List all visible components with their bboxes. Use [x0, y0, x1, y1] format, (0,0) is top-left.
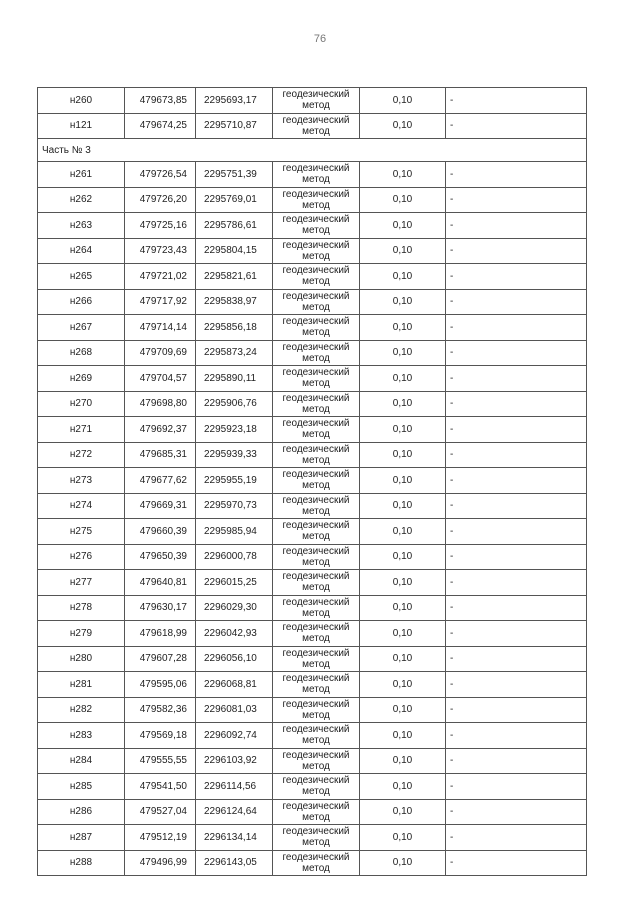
accuracy-cell: 0,10 [360, 162, 446, 188]
y-coordinate-cell: 2295970,73 [196, 493, 273, 519]
note-cell: - [446, 162, 587, 188]
point-name-cell: н285 [38, 774, 125, 800]
y-coordinate-cell: 2295710,87 [196, 113, 273, 139]
coordinates-table [37, 87, 587, 876]
note-cell: - [446, 697, 587, 723]
point-name-cell: н286 [38, 799, 125, 825]
table-row [38, 238, 587, 264]
table-row [38, 519, 587, 545]
accuracy-cell: 0,10 [360, 238, 446, 264]
point-name-cell: н283 [38, 723, 125, 749]
accuracy-cell: 0,10 [360, 442, 446, 468]
point-name-cell: н287 [38, 825, 125, 851]
x-coordinate-cell: 479709,69 [125, 340, 196, 366]
method-cell: геодезический метод [273, 213, 360, 239]
y-coordinate-cell: 2296000,78 [196, 544, 273, 570]
section-header-row [38, 139, 587, 162]
x-coordinate-cell: 479582,36 [125, 697, 196, 723]
point-name-cell: н274 [38, 493, 125, 519]
point-name-cell: н263 [38, 213, 125, 239]
accuracy-cell: 0,10 [360, 774, 446, 800]
accuracy-cell: 0,10 [360, 468, 446, 494]
point-name-cell: н277 [38, 570, 125, 596]
x-coordinate-cell: 479714,14 [125, 315, 196, 341]
y-coordinate-cell: 2296029,30 [196, 595, 273, 621]
x-coordinate-cell: 479512,19 [125, 825, 196, 851]
note-cell: - [446, 850, 587, 876]
note-cell: - [446, 238, 587, 264]
accuracy-cell: 0,10 [360, 493, 446, 519]
point-name-cell: н264 [38, 238, 125, 264]
note-cell: - [446, 621, 587, 647]
table-row [38, 187, 587, 213]
accuracy-cell: 0,10 [360, 723, 446, 749]
point-name-cell: н275 [38, 519, 125, 545]
table-row [38, 417, 587, 443]
method-cell: геодезический метод [273, 595, 360, 621]
y-coordinate-cell: 2296143,05 [196, 850, 273, 876]
y-coordinate-cell: 2296056,10 [196, 646, 273, 672]
point-name-cell: н273 [38, 468, 125, 494]
note-cell: - [446, 672, 587, 698]
y-coordinate-cell: 2296015,25 [196, 570, 273, 596]
x-coordinate-cell: 479660,39 [125, 519, 196, 545]
note-cell: - [446, 799, 587, 825]
x-coordinate-cell: 479527,04 [125, 799, 196, 825]
note-cell: - [446, 595, 587, 621]
note-cell: - [446, 340, 587, 366]
x-coordinate-cell: 479674,25 [125, 113, 196, 139]
note-cell: - [446, 442, 587, 468]
point-name-cell: н121 [38, 113, 125, 139]
accuracy-cell: 0,10 [360, 213, 446, 239]
method-cell: геодезический метод [273, 442, 360, 468]
note-cell: - [446, 315, 587, 341]
y-coordinate-cell: 2296134,14 [196, 825, 273, 851]
x-coordinate-cell: 479723,43 [125, 238, 196, 264]
x-coordinate-cell: 479698,80 [125, 391, 196, 417]
y-coordinate-cell: 2296092,74 [196, 723, 273, 749]
table-row [38, 88, 587, 114]
point-name-cell: н276 [38, 544, 125, 570]
x-coordinate-cell: 479677,62 [125, 468, 196, 494]
table-row [38, 748, 587, 774]
page-number: 76 [313, 33, 327, 45]
method-cell: геодезический метод [273, 264, 360, 290]
accuracy-cell: 0,10 [360, 113, 446, 139]
note-cell: - [446, 88, 587, 114]
point-name-cell: н282 [38, 697, 125, 723]
accuracy-cell: 0,10 [360, 825, 446, 851]
method-cell: геодезический метод [273, 468, 360, 494]
y-coordinate-cell: 2295856,18 [196, 315, 273, 341]
point-name-cell: н271 [38, 417, 125, 443]
method-cell: геодезический метод [273, 187, 360, 213]
method-cell: геодезический метод [273, 113, 360, 139]
x-coordinate-cell: 479541,50 [125, 774, 196, 800]
y-coordinate-cell: 2295873,24 [196, 340, 273, 366]
y-coordinate-cell: 2295838,97 [196, 289, 273, 315]
x-coordinate-cell: 479607,28 [125, 646, 196, 672]
note-cell: - [446, 774, 587, 800]
table-row [38, 289, 587, 315]
x-coordinate-cell: 479630,17 [125, 595, 196, 621]
note-cell: - [446, 825, 587, 851]
y-coordinate-cell: 2295939,33 [196, 442, 273, 468]
table-row [38, 723, 587, 749]
y-coordinate-cell: 2295769,01 [196, 187, 273, 213]
table-row [38, 162, 587, 188]
table-row [38, 493, 587, 519]
table-row [38, 697, 587, 723]
y-coordinate-cell: 2295804,15 [196, 238, 273, 264]
point-name-cell: н279 [38, 621, 125, 647]
accuracy-cell: 0,10 [360, 621, 446, 647]
x-coordinate-cell: 479717,92 [125, 289, 196, 315]
method-cell: геодезический метод [273, 774, 360, 800]
point-name-cell: н278 [38, 595, 125, 621]
table-row [38, 850, 587, 876]
point-name-cell: н260 [38, 88, 125, 114]
y-coordinate-cell: 2296114,56 [196, 774, 273, 800]
method-cell: геодезический метод [273, 289, 360, 315]
table-row [38, 825, 587, 851]
method-cell: геодезический метод [273, 391, 360, 417]
note-cell: - [446, 213, 587, 239]
section-title: Часть № 3 [38, 139, 587, 162]
accuracy-cell: 0,10 [360, 417, 446, 443]
point-name-cell: н269 [38, 366, 125, 392]
x-coordinate-cell: 479726,54 [125, 162, 196, 188]
accuracy-cell: 0,10 [360, 315, 446, 341]
table-row [38, 391, 587, 417]
x-coordinate-cell: 479673,85 [125, 88, 196, 114]
accuracy-cell: 0,10 [360, 340, 446, 366]
note-cell: - [446, 417, 587, 443]
method-cell: геодезический метод [273, 88, 360, 114]
method-cell: геодезический метод [273, 621, 360, 647]
y-coordinate-cell: 2295751,39 [196, 162, 273, 188]
method-cell: геодезический метод [273, 850, 360, 876]
x-coordinate-cell: 479496,99 [125, 850, 196, 876]
method-cell: геодезический метод [273, 570, 360, 596]
method-cell: геодезический метод [273, 672, 360, 698]
accuracy-cell: 0,10 [360, 595, 446, 621]
x-coordinate-cell: 479669,31 [125, 493, 196, 519]
table-row [38, 468, 587, 494]
point-name-cell: н281 [38, 672, 125, 698]
x-coordinate-cell: 479685,31 [125, 442, 196, 468]
method-cell: геодезический метод [273, 697, 360, 723]
point-name-cell: н272 [38, 442, 125, 468]
table-row [38, 595, 587, 621]
accuracy-cell: 0,10 [360, 850, 446, 876]
note-cell: - [446, 264, 587, 290]
point-name-cell: н280 [38, 646, 125, 672]
y-coordinate-cell: 2296042,93 [196, 621, 273, 647]
table-row [38, 621, 587, 647]
point-name-cell: н265 [38, 264, 125, 290]
accuracy-cell: 0,10 [360, 88, 446, 114]
y-coordinate-cell: 2295821,61 [196, 264, 273, 290]
y-coordinate-cell: 2296124,64 [196, 799, 273, 825]
y-coordinate-cell: 2295693,17 [196, 88, 273, 114]
x-coordinate-cell: 479650,39 [125, 544, 196, 570]
point-name-cell: н266 [38, 289, 125, 315]
y-coordinate-cell: 2295955,19 [196, 468, 273, 494]
table-row [38, 366, 587, 392]
method-cell: геодезический метод [273, 825, 360, 851]
method-cell: геодезический метод [273, 162, 360, 188]
method-cell: геодезический метод [273, 340, 360, 366]
accuracy-cell: 0,10 [360, 264, 446, 290]
note-cell: - [446, 289, 587, 315]
method-cell: геодезический метод [273, 519, 360, 545]
point-name-cell: н284 [38, 748, 125, 774]
x-coordinate-cell: 479640,81 [125, 570, 196, 596]
point-name-cell: н267 [38, 315, 125, 341]
method-cell: геодезический метод [273, 646, 360, 672]
method-cell: геодезический метод [273, 417, 360, 443]
point-name-cell: н270 [38, 391, 125, 417]
y-coordinate-cell: 2295906,76 [196, 391, 273, 417]
accuracy-cell: 0,10 [360, 544, 446, 570]
note-cell: - [446, 723, 587, 749]
method-cell: геодезический метод [273, 748, 360, 774]
note-cell: - [446, 113, 587, 139]
table-row [38, 264, 587, 290]
y-coordinate-cell: 2296081,03 [196, 697, 273, 723]
table-row [38, 799, 587, 825]
y-coordinate-cell: 2295786,61 [196, 213, 273, 239]
x-coordinate-cell: 479725,16 [125, 213, 196, 239]
table-row [38, 646, 587, 672]
x-coordinate-cell: 479595,06 [125, 672, 196, 698]
method-cell: геодезический метод [273, 723, 360, 749]
method-cell: геодезический метод [273, 315, 360, 341]
method-cell: геодезический метод [273, 238, 360, 264]
y-coordinate-cell: 2295985,94 [196, 519, 273, 545]
note-cell: - [446, 748, 587, 774]
accuracy-cell: 0,10 [360, 697, 446, 723]
method-cell: геодезический метод [273, 366, 360, 392]
method-cell: геодезический метод [273, 544, 360, 570]
table-row [38, 672, 587, 698]
table-row [38, 340, 587, 366]
table-row [38, 315, 587, 341]
x-coordinate-cell: 479555,55 [125, 748, 196, 774]
table-row [38, 570, 587, 596]
x-coordinate-cell: 479721,02 [125, 264, 196, 290]
accuracy-cell: 0,10 [360, 519, 446, 545]
accuracy-cell: 0,10 [360, 646, 446, 672]
x-coordinate-cell: 479726,20 [125, 187, 196, 213]
note-cell: - [446, 570, 587, 596]
method-cell: геодезический метод [273, 799, 360, 825]
accuracy-cell: 0,10 [360, 289, 446, 315]
note-cell: - [446, 391, 587, 417]
note-cell: - [446, 493, 587, 519]
y-coordinate-cell: 2295923,18 [196, 417, 273, 443]
point-name-cell: н261 [38, 162, 125, 188]
y-coordinate-cell: 2295890,11 [196, 366, 273, 392]
accuracy-cell: 0,10 [360, 799, 446, 825]
note-cell: - [446, 187, 587, 213]
accuracy-cell: 0,10 [360, 366, 446, 392]
table-row [38, 774, 587, 800]
note-cell: - [446, 519, 587, 545]
point-name-cell: н262 [38, 187, 125, 213]
note-cell: - [446, 468, 587, 494]
y-coordinate-cell: 2296103,92 [196, 748, 273, 774]
accuracy-cell: 0,10 [360, 672, 446, 698]
note-cell: - [446, 366, 587, 392]
point-name-cell: н288 [38, 850, 125, 876]
x-coordinate-cell: 479692,37 [125, 417, 196, 443]
note-cell: - [446, 646, 587, 672]
accuracy-cell: 0,10 [360, 391, 446, 417]
accuracy-cell: 0,10 [360, 570, 446, 596]
method-cell: геодезический метод [273, 493, 360, 519]
table-row [38, 113, 587, 139]
accuracy-cell: 0,10 [360, 748, 446, 774]
table-body [38, 88, 587, 876]
table-row [38, 213, 587, 239]
table-row [38, 442, 587, 468]
x-coordinate-cell: 479569,18 [125, 723, 196, 749]
x-coordinate-cell: 479704,57 [125, 366, 196, 392]
x-coordinate-cell: 479618,99 [125, 621, 196, 647]
note-cell: - [446, 544, 587, 570]
y-coordinate-cell: 2296068,81 [196, 672, 273, 698]
table-row [38, 544, 587, 570]
point-name-cell: н268 [38, 340, 125, 366]
accuracy-cell: 0,10 [360, 187, 446, 213]
